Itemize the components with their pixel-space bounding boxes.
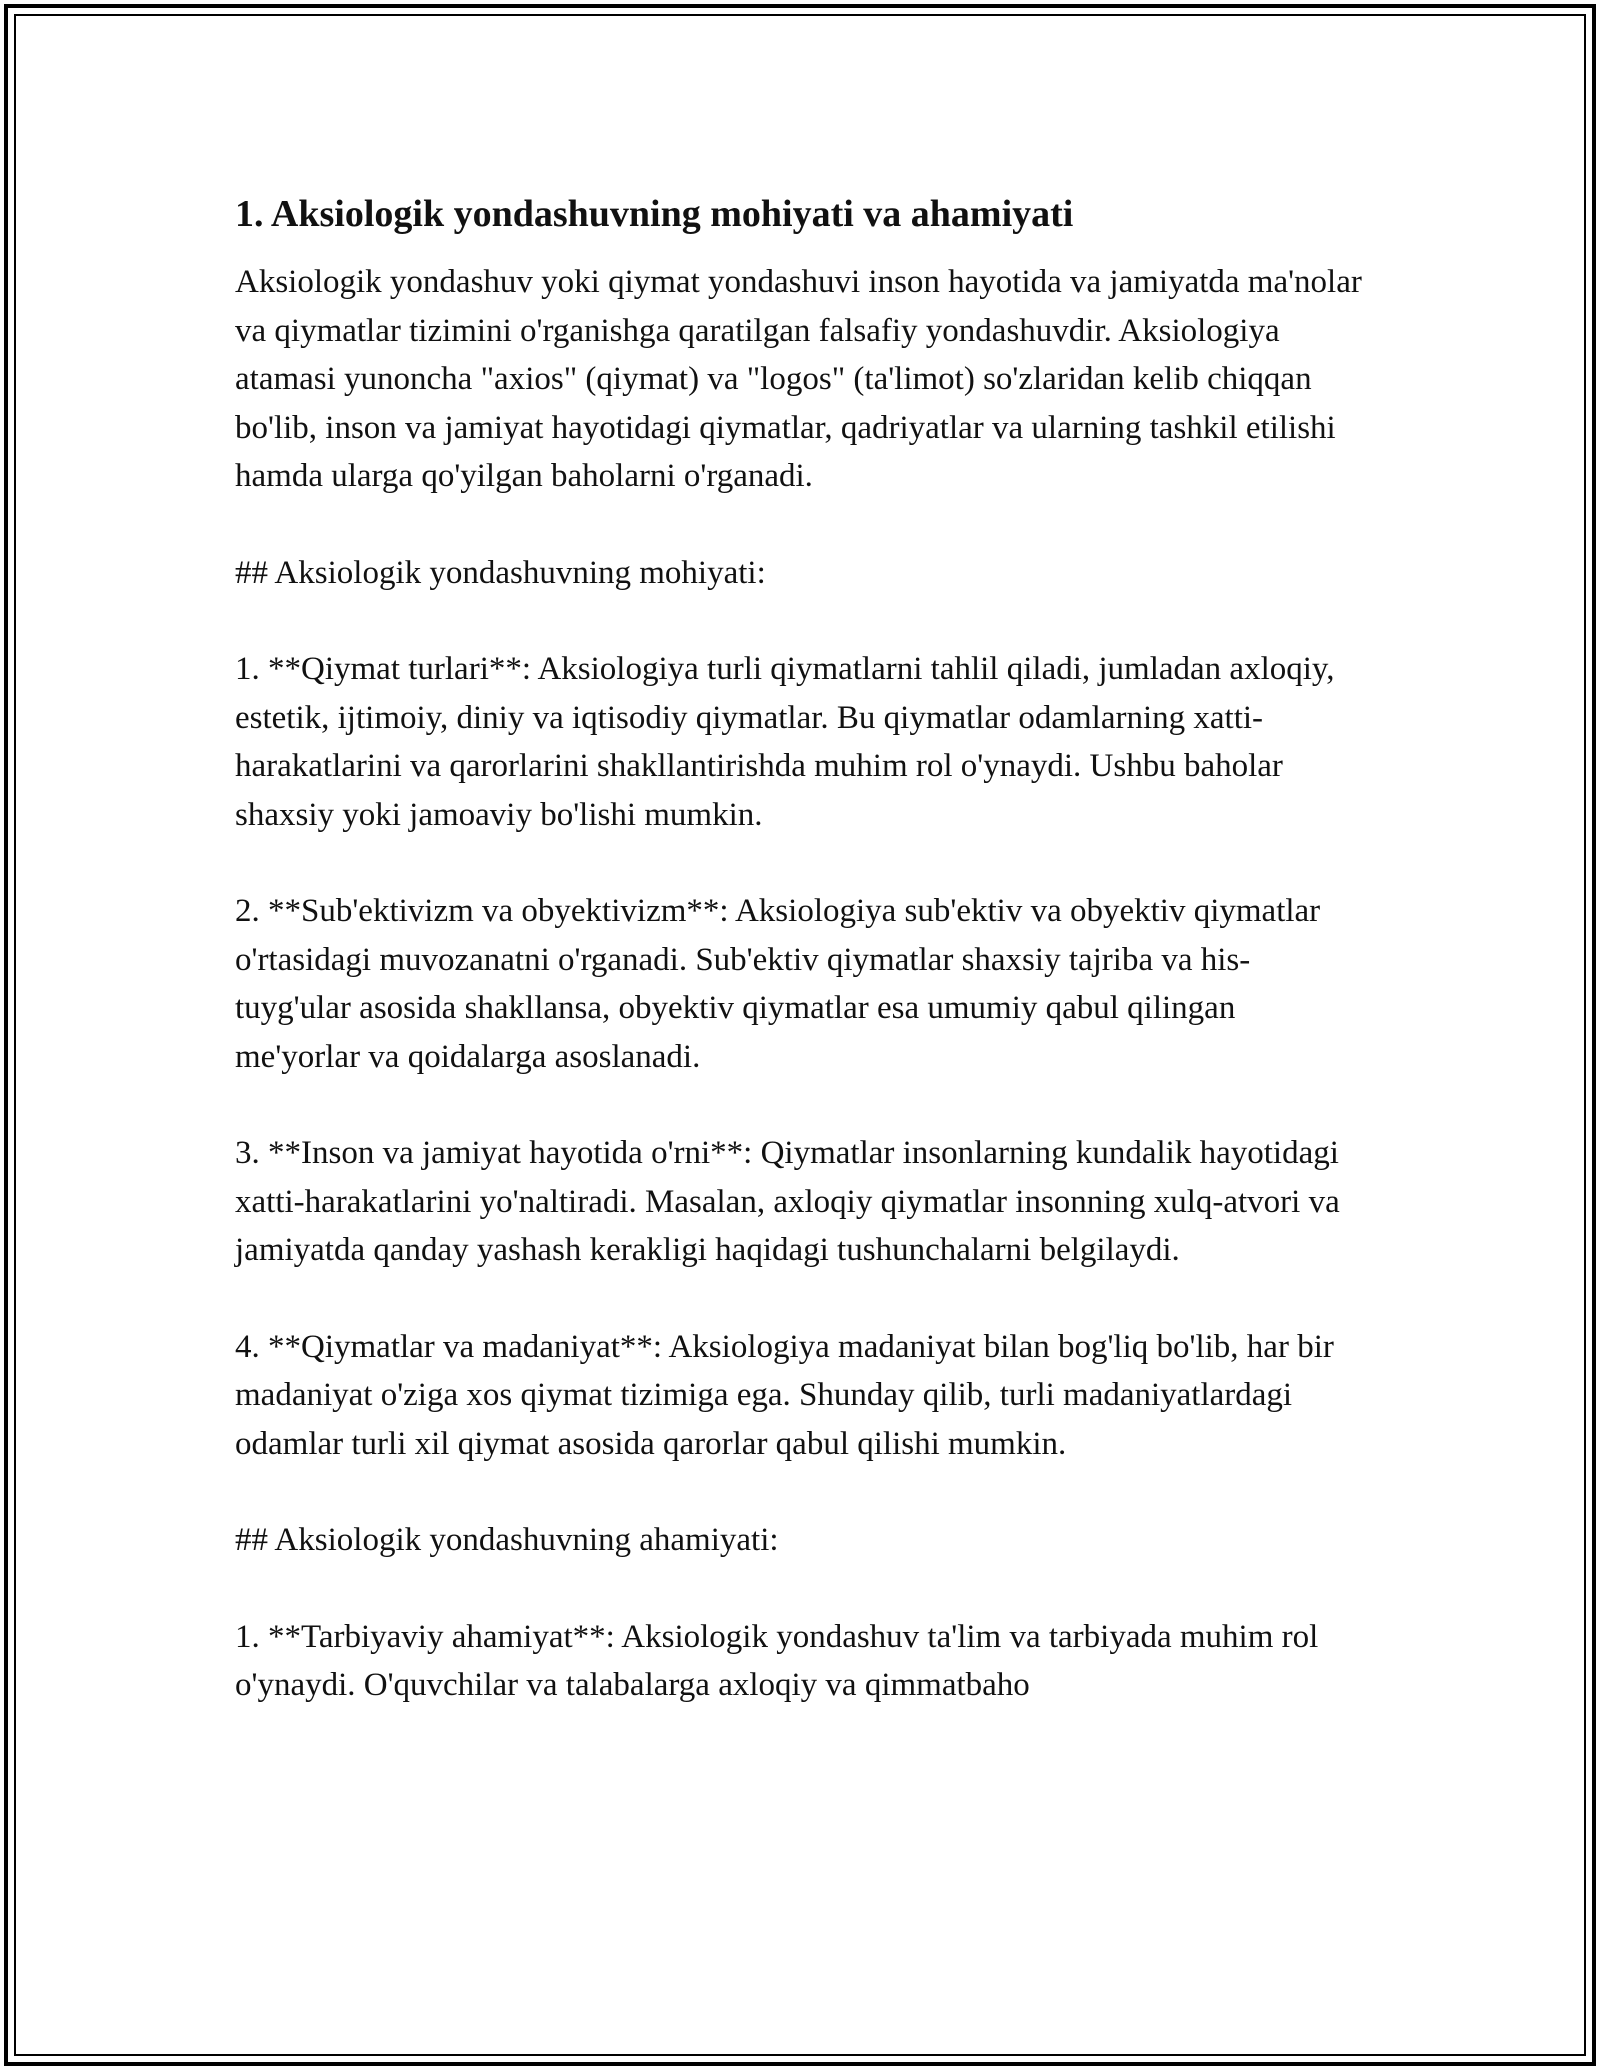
intro-paragraph: Aksiologik yondashuv yoki qiymat yondashuvi inson hayotida va jamiyatda ma'nolar va qiymatlar tizimini o'rganishga qaratilgan falsafiy yondashuvdir. Aksiologiya atamasi yunoncha "axios" (qiymat) va "logos" (ta'limot) so'zlaridan kelib chiqqan bo'lib, inson va jamiyat hayotidagi qiymatlar, qadriyatlar va ularning tashkil etilishi hamda ularga qo'yilgan baholarni o'rganadi. xyxy=(235,264,1362,494)
section-heading-essence: ## Aksiologik yondashuvning mohiyati: xyxy=(235,554,766,591)
list-item-subjectivism: 2. **Sub'ektivizm va obyektivizm**: Aksiologiya sub'ektiv va obyektiv qiymatlar o'rtasidagi muvozanatni o'rganadi. Sub'ektiv qiymatlar shaxsiy tajriba va his-tuyg'ular asosida shakllansa, obyektiv qiymatlar esa umumiy qabul qilingan me'yorlar va qoidalarga asoslanadi. xyxy=(235,893,1321,1075)
list-item-value-types: 1. **Qiymat turlari**: Aksiologiya turli qiymatlarni tahlil qiladi, jumladan axloqiy, estetik, ijtimoiy, diniy va iqtisodiy qiymatlar. Bu qiymatlar odamlarning xatti-harakatlarini va qarorlarini shakllantirishda muhim rol o'ynaydi. Ushbu baholar shaxsiy yoki jamoaviy bo'lishi mumkin. xyxy=(235,651,1335,833)
document-body xyxy=(235,188,1365,1710)
document-title: 1. Aksiologik yondashuvning mohiyati va ahamiyati xyxy=(235,193,1074,235)
list-item-values-culture: 4. **Qiymatlar va madaniyat**: Aksiologiya madaniyat bilan bog'liq bo'lib, har bir madaniyat o'ziga xos qiymat tizimiga ega. Shunday qilib, turli madaniyatlardagi odamlar turli xil qiymat asosida qarorlar qabul qilishi mumkin. xyxy=(235,1328,1334,1462)
section-heading-importance: ## Aksiologik yondashuvning ahamiyati: xyxy=(235,1522,779,1558)
list-item-educational-importance: 1. **Tarbiyaviy ahamiyat**: Aksiologik yondashuv ta'lim va tarbiyada muhim rol o'ynaydi. O'quvchilar va talabalarga axloqiy va qimmatbaho xyxy=(235,1618,1319,1703)
list-item-role-in-life: 3. **Inson va jamiyat hayotida o'rni**: Qiymatlar insonlarning kundalik hayotidagi xatti-harakatlarini yo'naltiradi. Masalan, axloqiy qiymatlar insonning xulq-atvori va jamiyatda qanday yashash kerakligi haqidagi tushunchalarni belgilaydi. xyxy=(235,1135,1340,1268)
